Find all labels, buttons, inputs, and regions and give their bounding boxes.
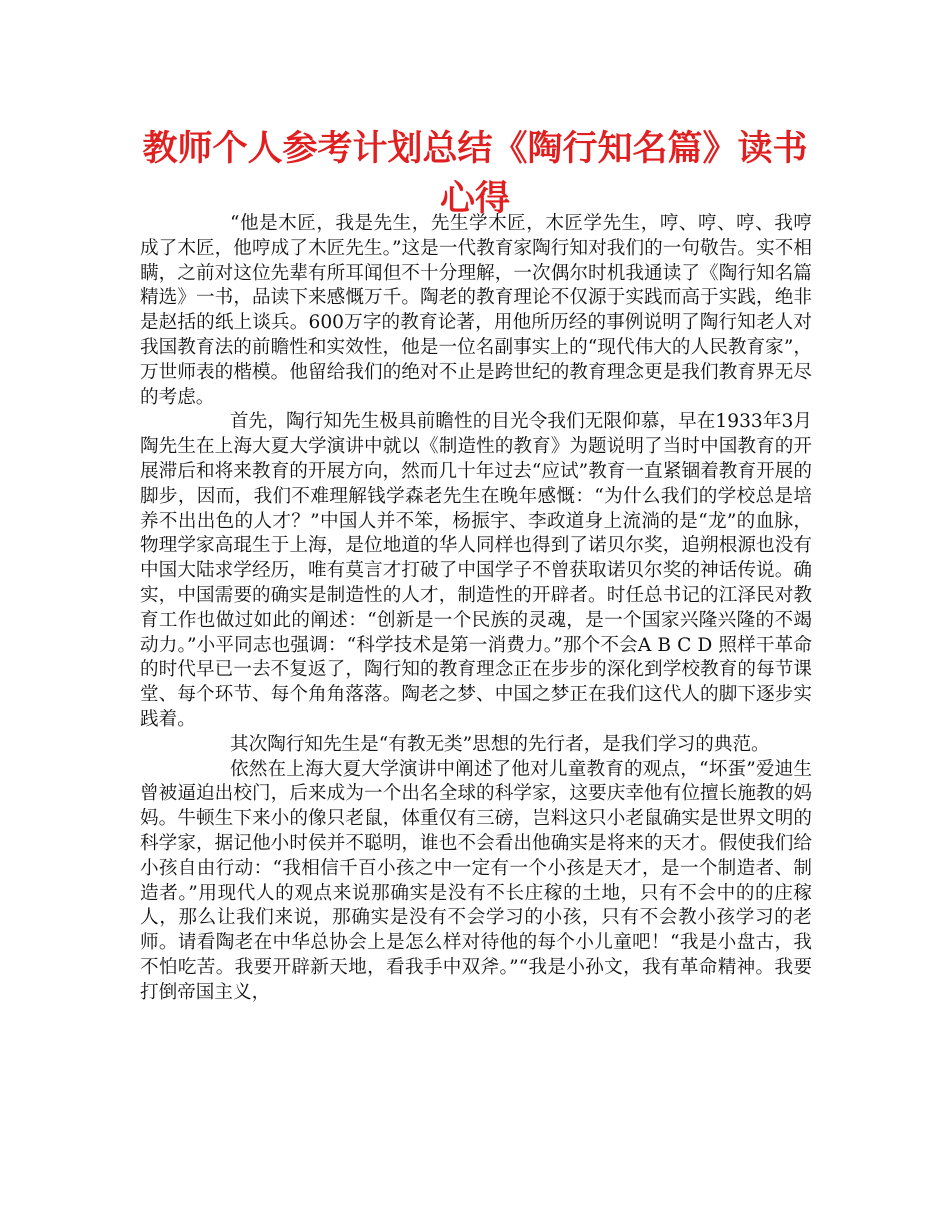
paragraph-2: 首先，陶行知先生极具前瞻性的目光令我们无限仰慕，早在1933年3月陶先生在上海大夏大学演讲中就以《制造性的教育》为题说明了当时中国教育的开展滞后和将来教育的开展方向，然而几十年过去“应试”教育一直紧锢着教育开展的脚步，因而，我们不难理解钱学森老先生在晚年感慨：“为什么我们的学校总是培养不出出色的人才？”中国人并不笨，杨振宇、李政道身上流淌的是“龙”的血脉，物理学家高琨生于上海，是位地道的华人同样也得到了诺贝尔奖，追朔根源也没有中国大陆求学经历，唯有莫言才打破了中国学子不曾获取诺贝尔奖的神话传说。确实，中国需要的确实是制造性的人才，制造性的开辟者。时任总书记的江泽民对教育工作也做过如此的阐述：“创新是一个民族的灵魂，是一个国家兴隆兴隆的不竭动力。”小平同志也强调：“科学技术是第一消费力。”那个不会A B C D 照样干革命的时代早已一去不复返了，陶行知的教育理念正在步步的深化到学校教育的每节课堂、每个环节、每个角角落落。陶老之梦、中国之梦正在我们这代人的脚下逐步实践着。: [140, 411, 812, 730]
document-title: 教师个人参考计划总结《陶行知名篇》读书心得: [142, 129, 808, 219]
paragraph-4: 依然在上海大夏大学演讲中阐述了他对儿童教育的观点，“坏蛋”爱迪生曾被逼迫出校门，后来成为一个出名全球的科学家，这要庆幸他有位擅长施教的妈妈。牛顿生下来小的像只老鼠，体重仅有三磅，岂料这只小老鼠确实是世界文明的科学家，据记他小时侯并不聪明，谁也不会看出他确实是将来的天才。假使我们给小孩自由行动：“我相信千百小孩之中一定有一个小孩是天才，是一个制造者、制造者。”用现代人的观点来说那确实是没有不长庄稼的土地，只有不会中的的庄稼人，那么让我们来说，那确实是没有不会学习的小孩，只有不会教小孩学习的老师。请看陶老在中华总协会上是怎么样对待他的每个小儿童吧！“我是小盘古，我不怕吃苦。我要开辟新天地，看我手中双斧。”“我是小孙文，我有革命精神。我要打倒帝国主义，: [140, 758, 812, 1003]
paragraph-3: 其次陶行知先生是“有教无类”思想的先行者，是我们学习的典范。: [230, 733, 770, 755]
paragraph-1: “他是木匠，我是先生，先生学木匠，木匠学先生，哼、哼、哼、我哼成了木匠，他哼成了木匠先生。”这是一代教育家陶行知对我们的一句敬告。实不相瞒，之前对这位先辈有所耳闻但不十分理解，一次偶尔时机我通读了《陶行知名篇精选》一书，品读下来感慨万千。陶老的教育理论不仅源于实践而高于实践，绝非是赵括的纸上谈兵。600万字的教育论著，用他所历经的事例说明了陶行知老人对我国教育法的前瞻性和实效性，他是一位名副事实上的“现代伟大的人民教育家”，万世师表的楷模。他留给我们的绝对不止是跨世纪的教育理念更是我们教育界无尽的考虑。: [140, 213, 812, 408]
document-body: [140, 212, 812, 1006]
